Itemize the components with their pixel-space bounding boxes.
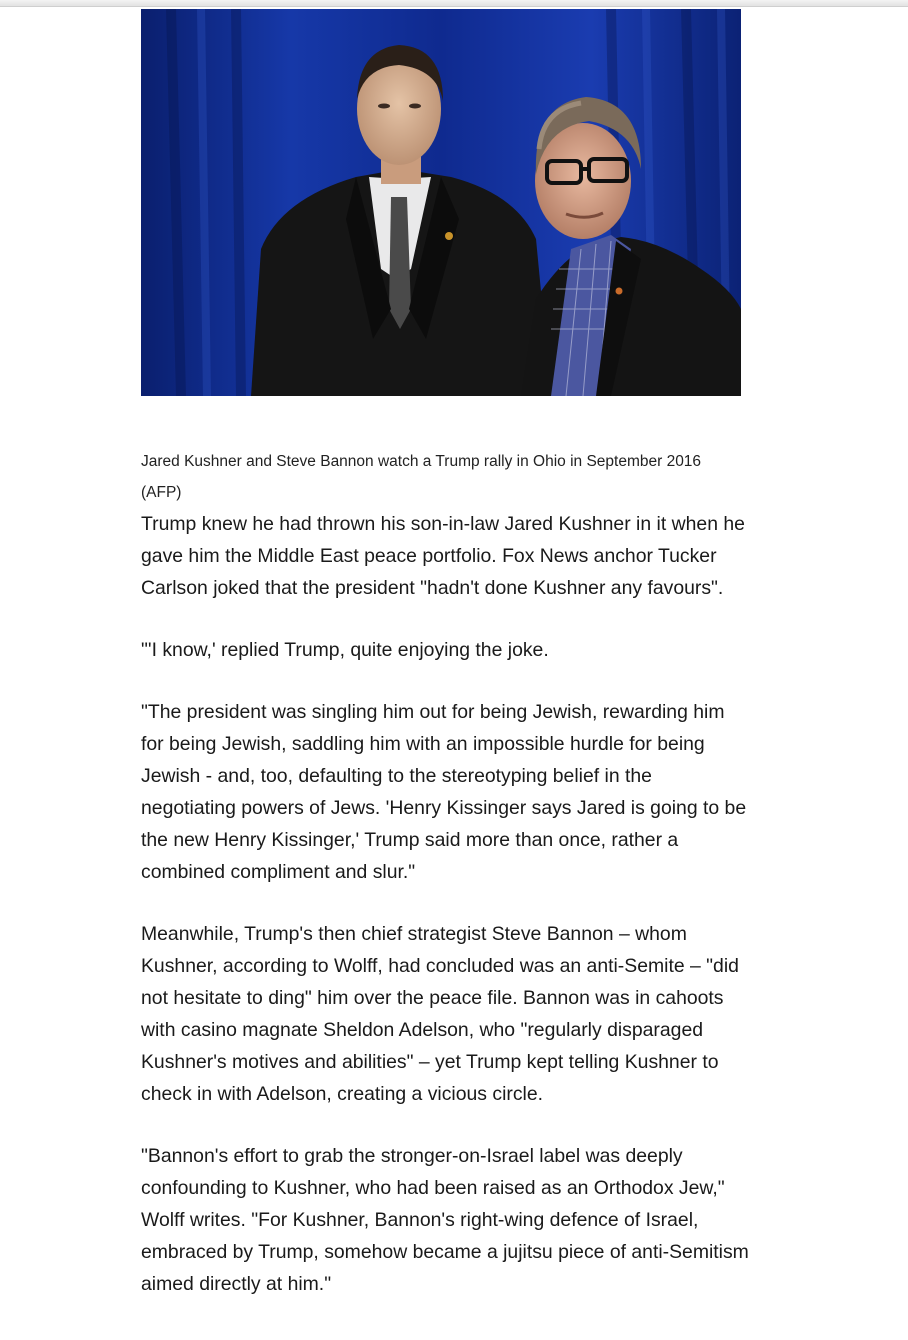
paragraph: "The president was singling him out for being Jewish, rewarding him for being Jewish, saddling him with an impossible hurdle for being Jewish - and, too, defaulting to the stereotyping belief in the negotiating powers of Jews. 'Henry Kissinger says Jared is going to be the new Henry Kissinger,' Trump said more than once, rather a combined compliment and slur." xyxy=(141,701,747,883)
photo-caption: Jared Kushner and Steve Bannon watch a Trump rally in Ohio in September 2016 (AFP) xyxy=(141,453,702,501)
paragraph: Meanwhile, Trump's then chief strategist Steve Bannon – whom Kushner, according to Wolff, had concluded was an anti-Semite – "did not hesitate to ding" him over the peace file. Bannon was in cahoots with casino magnate Sheldon Adelson, who "regularly disparaged Kushner's motives and abilities" – yet Trump kept telling Kushner to check in with Adelson, creating a vicious circle. xyxy=(141,923,739,1105)
browser-top-edge xyxy=(0,0,908,7)
paragraph: Trump knew he had thrown his son-in-law Jared Kushner in it when he gave him the Middle East peace portfolio. Fox News anchor Tucker Carlson joked that the president "hadn't done Kushner any favours". xyxy=(141,513,745,599)
paragraph: "'I know,' replied Trump, quite enjoying the joke. xyxy=(141,639,549,661)
article xyxy=(141,9,761,1330)
article-body xyxy=(141,508,761,1300)
paragraph: "Bannon's effort to grab the stronger-on-Israel label was deeply confounding to Kushner, who had been raised as an Orthodox Jew," Wolff writes. "For Kushner, Bannon's right-wing defence of Israel, embraced by Trump, somehow became a jujitsu piece of anti-Semitism aimed directly at him." xyxy=(141,1145,749,1295)
article-photo xyxy=(141,9,741,396)
